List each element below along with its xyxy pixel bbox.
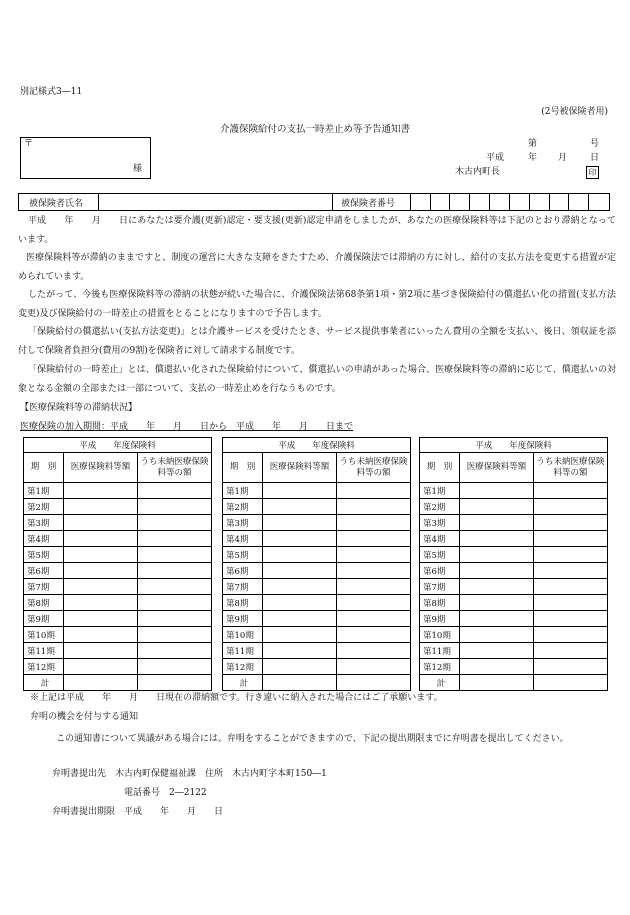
unpaid-cell — [138, 595, 212, 611]
table-row — [24, 483, 212, 499]
paragraph-1: 平成 年 月 日にあなたは要介護(更新)認定・要支援(更新)認定申請をしましたが、あなたの医療保険料等は下記のとおり滞納となっています。 — [18, 216, 616, 245]
unpaid-col-header: うち未納医療保険料等の額 — [337, 453, 411, 483]
unpaid-cell — [534, 563, 608, 579]
amount-cell — [64, 579, 138, 595]
table-row — [24, 627, 212, 643]
table-row — [420, 595, 608, 611]
unpaid-cell — [138, 531, 212, 547]
amount-cell — [64, 595, 138, 611]
amount-cell — [64, 515, 138, 531]
number-digit-box — [550, 194, 570, 210]
unpaid-cell — [337, 643, 411, 659]
unpaid-cell — [534, 675, 608, 691]
period-cell: 第11期 — [223, 643, 263, 659]
unpaid-cell — [138, 499, 212, 515]
table-row — [24, 579, 212, 595]
table-row — [420, 579, 608, 595]
period-cell: 第10期 — [420, 627, 460, 643]
paragraph-4: 「保険給付の償還払い(支払方法変更)」とは介護サービスを受けたとき、サービス提供事業者にいったん費用の全額を支払い、後日、領収証を添付して保険者負担分(費用の9割)を保険者に対して請求する制度です。 — [18, 327, 616, 356]
unpaid-cell — [138, 579, 212, 595]
unpaid-cell — [337, 515, 411, 531]
period-cell: 第9期 — [24, 611, 64, 627]
period-col-header: 期 別 — [24, 453, 64, 483]
insured-number-label: 被保険者番号 — [333, 194, 411, 210]
unpaid-cell — [138, 483, 212, 499]
table-row — [24, 643, 212, 659]
table-row — [223, 483, 411, 499]
unpaid-cell — [337, 531, 411, 547]
amount-cell — [460, 643, 534, 659]
period-cell: 第5期 — [420, 547, 460, 563]
period-cell: 第1期 — [420, 483, 460, 499]
table-row — [420, 531, 608, 547]
number-digit-box — [490, 194, 510, 210]
period-cell: 第7期 — [24, 579, 64, 595]
unpaid-cell — [534, 659, 608, 675]
address-box — [20, 137, 151, 179]
amount-cell — [263, 563, 337, 579]
table-row — [420, 611, 608, 627]
period-cell: 第2期 — [420, 499, 460, 515]
submit-to: 弁明書提出先 木古内町保健福祉課 住所 木古内町字本町150―1 — [52, 769, 327, 779]
premium-table-1 — [23, 437, 212, 691]
period-cell: 第8期 — [24, 595, 64, 611]
period-cell: 第9期 — [223, 611, 263, 627]
number-digit-box — [510, 194, 530, 210]
issue-year: 年 — [528, 153, 538, 163]
table-row — [24, 659, 212, 675]
period-cell: 第12期 — [420, 659, 460, 675]
total-row — [24, 675, 212, 691]
table-row — [24, 515, 212, 531]
table-row — [223, 547, 411, 563]
period-cell: 第2期 — [223, 499, 263, 515]
section-heading: 【医療保険料等の滞納状況】 — [20, 403, 138, 413]
number-go: 号 — [590, 139, 600, 149]
period-cell: 第6期 — [420, 563, 460, 579]
total-row — [420, 675, 608, 691]
paragraph-5: 「保険給付の一時差止」とは、償還払い化された保険給付について、償還払いの申請があった場合、医療保険料等の滞納に応じて、償還払いの対象となる金額の全部または一部について、支払の一時差止めを行なうものです。 — [18, 365, 616, 394]
period-col-header: 期 別 — [420, 453, 460, 483]
total-row — [223, 675, 411, 691]
period-cell: 第1期 — [24, 483, 64, 499]
amount-cell — [460, 579, 534, 595]
period-cell: 第8期 — [223, 595, 263, 611]
insured-row — [18, 193, 610, 211]
number-digit-box — [450, 194, 470, 210]
amount-cell — [263, 595, 337, 611]
table-row — [420, 627, 608, 643]
period-cell: 第7期 — [420, 579, 460, 595]
period-cell: 第12期 — [24, 659, 64, 675]
amount-cell — [64, 483, 138, 499]
table-row — [24, 547, 212, 563]
table-row — [420, 515, 608, 531]
table-row — [223, 659, 411, 675]
unpaid-col-header: うち未納医療保険料等の額 — [138, 453, 212, 483]
unpaid-cell — [138, 659, 212, 675]
unpaid-cell — [337, 483, 411, 499]
unpaid-cell — [534, 627, 608, 643]
unpaid-cell — [337, 595, 411, 611]
unpaid-cell — [534, 499, 608, 515]
amount-cell — [460, 499, 534, 515]
amount-col-header: 医療保険料等額 — [263, 453, 337, 483]
table-row — [24, 563, 212, 579]
period-cell: 第6期 — [24, 563, 64, 579]
unpaid-cell — [337, 627, 411, 643]
period-cell: 第11期 — [420, 643, 460, 659]
year-header: 平成 年度保険料 — [24, 438, 212, 453]
number-digit-box — [470, 194, 490, 210]
amount-cell — [64, 547, 138, 563]
amount-cell — [263, 627, 337, 643]
unpaid-cell — [534, 611, 608, 627]
period-cell: 第4期 — [223, 531, 263, 547]
unpaid-cell — [337, 499, 411, 515]
total-cell: 計 — [24, 675, 64, 691]
amount-col-header: 医療保険料等額 — [460, 453, 534, 483]
paragraph-3: したがって、今後も医療保険料等の滞納の状態が続いた場合に、介護保険法第68条第1項・第2項に基づき保険給付の償還払い化の措置(支払方法変更)及び保険給付の一時差止の措置をとることになりますので予告します。 — [18, 290, 616, 319]
period-cell: 第11期 — [24, 643, 64, 659]
table-row — [420, 659, 608, 675]
submit-deadline: 弁明書提出期限 平成 年 月 日 — [52, 807, 224, 817]
amount-cell — [263, 579, 337, 595]
table-row — [223, 515, 411, 531]
total-cell: 計 — [420, 675, 460, 691]
amount-cell — [460, 547, 534, 563]
unpaid-cell — [138, 611, 212, 627]
amount-cell — [460, 531, 534, 547]
table-row — [420, 563, 608, 579]
amount-cell — [64, 675, 138, 691]
unpaid-cell — [138, 675, 212, 691]
period-cell: 第8期 — [420, 595, 460, 611]
unpaid-col-header: うち未納医療保険料等の額 — [534, 453, 608, 483]
unpaid-cell — [337, 547, 411, 563]
period-cell: 第6期 — [223, 563, 263, 579]
issue-month: 月 — [558, 153, 568, 163]
number-digit-box — [589, 194, 609, 210]
unpaid-cell — [534, 547, 608, 563]
amount-cell — [263, 531, 337, 547]
table-row — [223, 579, 411, 595]
opportunity-body: この通知書について異議がある場合には、弁明をすることができますので、下記の提出期限までに弁明書を提出してください。 — [56, 734, 569, 744]
amount-col-header: 医療保険料等額 — [64, 453, 138, 483]
period-cell: 第12期 — [223, 659, 263, 675]
addressee-suffix: 様 — [132, 164, 142, 175]
table-row — [223, 531, 411, 547]
amount-cell — [263, 675, 337, 691]
year-header: 平成 年度保険料 — [223, 438, 411, 453]
amount-cell — [263, 499, 337, 515]
amount-cell — [263, 483, 337, 499]
amount-cell — [64, 659, 138, 675]
number-digit-box — [569, 194, 589, 210]
unpaid-cell — [138, 643, 212, 659]
number-digit-box — [530, 194, 550, 210]
amount-cell — [460, 659, 534, 675]
amount-cell — [460, 611, 534, 627]
phone-number: 電話番号 2―2122 — [124, 788, 207, 798]
unpaid-cell — [534, 643, 608, 659]
amount-cell — [460, 483, 534, 499]
page-title: 介護保険給付の支払一時差止め等予告通知書 — [219, 124, 410, 135]
unpaid-cell — [534, 531, 608, 547]
period-line: 医療保険の加入期間：平成 年 月 日から 平成 年 月 日まで — [20, 422, 354, 432]
period-cell: 第10期 — [223, 627, 263, 643]
unpaid-cell — [534, 579, 608, 595]
period-cell: 第4期 — [24, 531, 64, 547]
amount-cell — [263, 611, 337, 627]
amount-cell — [460, 515, 534, 531]
premium-table-2 — [222, 437, 411, 691]
period-cell: 第9期 — [420, 611, 460, 627]
amount-cell — [263, 547, 337, 563]
number-digit-box — [431, 194, 451, 210]
amount-cell — [64, 611, 138, 627]
year-header: 平成 年度保険料 — [420, 438, 608, 453]
unpaid-cell — [337, 563, 411, 579]
unpaid-cell — [534, 483, 608, 499]
premium-table-3 — [419, 437, 608, 691]
unpaid-cell — [337, 659, 411, 675]
issuer-name: 木古内町長 — [455, 167, 501, 177]
number-dai: 第 — [528, 139, 538, 149]
table-row — [420, 499, 608, 515]
period-cell: 第10期 — [24, 627, 64, 643]
number-digit-box — [411, 194, 431, 210]
form-target: (2号被保険者用) — [541, 107, 608, 117]
period-cell: 第7期 — [223, 579, 263, 595]
unpaid-cell — [138, 563, 212, 579]
issue-era: 平成 — [486, 153, 505, 163]
period-cell: 第3期 — [24, 515, 64, 531]
period-cell: 第1期 — [223, 483, 263, 499]
amount-cell — [64, 627, 138, 643]
amount-cell — [263, 643, 337, 659]
period-cell: 第3期 — [223, 515, 263, 531]
unpaid-cell — [337, 579, 411, 595]
amount-cell — [64, 643, 138, 659]
table-row — [420, 643, 608, 659]
amount-cell — [460, 563, 534, 579]
issue-day: 日 — [590, 153, 600, 163]
amount-cell — [460, 627, 534, 643]
amount-cell — [460, 675, 534, 691]
table-row — [223, 499, 411, 515]
unpaid-cell — [337, 675, 411, 691]
period-cell: 第3期 — [420, 515, 460, 531]
period-cell: 第4期 — [420, 531, 460, 547]
period-cell: 第5期 — [223, 547, 263, 563]
table-row — [223, 563, 411, 579]
paragraph-2: 医療保険料等が滞納のままですと、制度の運営に大きな支障をきたすため、介護保険法では滞納の方に対し、給付の支払方法を変更する措置が定められています。 — [18, 253, 616, 282]
amount-cell — [263, 659, 337, 675]
postal-mark: 〒 — [24, 139, 34, 149]
unpaid-cell — [138, 547, 212, 563]
unpaid-cell — [534, 515, 608, 531]
form-id: 別記様式3―11 — [20, 87, 83, 97]
period-col-header: 期 別 — [223, 453, 263, 483]
table-row — [24, 499, 212, 515]
period-cell: 第2期 — [24, 499, 64, 515]
table-row — [420, 483, 608, 499]
amount-cell — [64, 531, 138, 547]
opportunity-heading: 弁明の機会を付与する通知 — [30, 712, 139, 722]
unpaid-cell — [138, 515, 212, 531]
table-row — [223, 595, 411, 611]
table-row — [223, 643, 411, 659]
amount-cell — [64, 563, 138, 579]
unpaid-cell — [138, 627, 212, 643]
unpaid-cell — [534, 595, 608, 611]
insured-name-label: 被保険者氏名 — [19, 194, 99, 210]
table-row — [223, 627, 411, 643]
amount-cell — [263, 515, 337, 531]
seal-mark: 印 — [586, 166, 599, 179]
table-row — [223, 611, 411, 627]
amount-cell — [460, 595, 534, 611]
insured-name-field — [99, 194, 333, 210]
table-row — [24, 531, 212, 547]
table-row — [420, 547, 608, 563]
total-cell: 計 — [223, 675, 263, 691]
unpaid-cell — [337, 611, 411, 627]
table-row — [24, 611, 212, 627]
arrears-note: ※上記は平成 年 月 日現在の滞納額です。行き違いに納入された場合にはご了承願います。 — [30, 693, 443, 703]
amount-cell — [64, 499, 138, 515]
table-row — [24, 595, 212, 611]
period-cell: 第5期 — [24, 547, 64, 563]
